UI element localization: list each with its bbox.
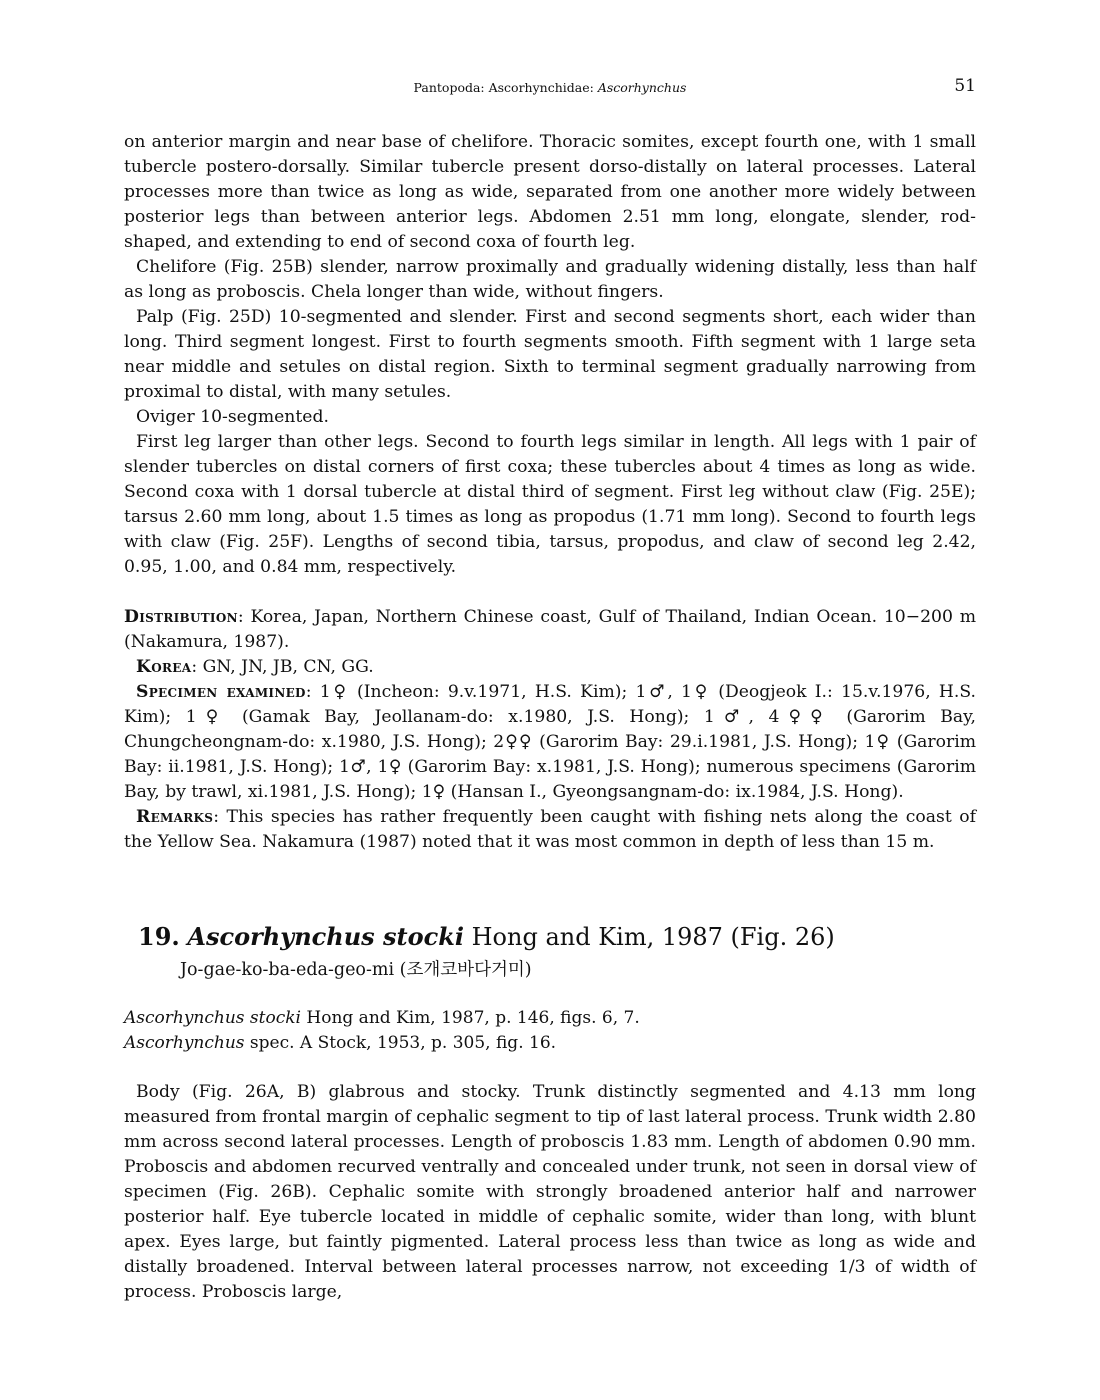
korea-paragraph: Korea: GN, JN, JB, CN, GG. [136, 657, 374, 677]
specimen-paragraph: Specimen examined: 1♀ (Incheon: 9.v.1971, H.S. Kim); 1♂, 1♀ (Deogjeok I.: 15.v.1976, H.S. Kim); 1♀ (Gamak Bay, Jeollanam-do: x.1980, J.S. Hong); 1♂, 4♀♀ (Garorim Bay, Chungcheongnam-do: x.1980, J.S. Hong); 2♀♀ (Garorim Bay: 29.i.1981, J.S. Hong); 1♀ (Garorim Bay: ii.1981, J.S. Hong); 1♂, 1♀ (Garorim Bay: x.1981, J.S. Hong); numerous specimens (Garorim Bay, by trawl, xi.1981, J.S. Hong); 1♀ (Hansan I., Gyeongsangnam-do: ix.1984, J.S. Hong). [124, 682, 976, 802]
korea-label: Korea [136, 657, 192, 677]
running-title: Pantopoda: Ascorhynchidae: Ascorhynchus [413, 80, 687, 95]
distribution-label: Distribution [124, 607, 238, 627]
body-description [124, 1080, 976, 1305]
species-heading [138, 922, 835, 952]
species-common-name: Jo-gae-ko-ba-eda-geo-mi (조개코바다거미) [180, 960, 532, 980]
page-number: 51 [954, 76, 976, 96]
species-number: 19. [138, 922, 180, 951]
description-block [124, 130, 976, 580]
synonymy-list [124, 1006, 640, 1056]
description-paragraph-3: Palp (Fig. 25D) 10-segmented and slender. First and second segments short, each wider than long. Third segment longest. First to fourth segments smooth. Fifth segment with 1 large seta near middle and setules on distal region. Sixth to terminal segment gradually narrowing from proximal to distal, with many setules. [124, 307, 976, 402]
remarks-label: Remarks [136, 807, 214, 827]
body-paragraph: Body (Fig. 26A, B) glabrous and stocky. Trunk distinctly segmented and 4.13 mm long measured from frontal margin of cephalic segment to tip of last lateral process. Trunk width 2.80 mm across second lateral processes. Length of proboscis 1.83 mm. Length of abdomen 0.90 mm. Proboscis and abdomen recurved ventrally and concealed under trunk, not seen in dorsal view of specimen (Fig. 26B). Cephalic somite with strongly broadened anterior half and narrower posterior half. Eye tubercle located in middle of cephalic somite, wider than long, with blunt apex. Eyes large, but faintly pigmented. Lateral process less than twice as long as wide and distally broadened. Interval between lateral processes narrow, not exceeding 1/3 of width of process. Proboscis large, [124, 1082, 976, 1302]
description-paragraph-2: Chelifore (Fig. 25B) slender, narrow proximally and gradually widening distally, less than half as long as proboscis. Chela longer than wide, without fingers. [124, 257, 976, 302]
synonym-item: Ascorhynchus stocki Hong and Kim, 1987, p. 146, figs. 6, 7. [124, 1008, 640, 1028]
records-block [124, 605, 976, 855]
species-name: Ascorhynchus stocki [187, 922, 464, 951]
description-paragraph-5: First leg larger than other legs. Second to fourth legs similar in length. All legs with 1 pair of slender tubercles on distal corners of first coxa; these tubercles about 4 times as long as wide. Second coxa with 1 dorsal tubercle at distal third of segment. First leg without claw (Fig. 25E); tarsus 2.60 mm long, about 1.5 times as long as propodus (1.71 mm long). Second to fourth legs with claw (Fig. 25F). Lengths of second tibia, tarsus, propodus, and claw of second leg 2.42, 0.95, 1.00, and 0.84 mm, respectively. [124, 432, 976, 577]
distribution-paragraph: Distribution: Korea, Japan, Northern Chinese coast, Gulf of Thailand, Indian Ocean. 10−200 m (Nakamura, 1987). [124, 607, 976, 652]
description-paragraph-4: Oviger 10-segmented. [136, 407, 329, 427]
synonym-item: Ascorhynchus spec. A Stock, 1953, p. 305, fig. 16. [124, 1033, 557, 1053]
remarks-paragraph: Remarks: This species has rather frequently been caught with fishing nets along the coast of the Yellow Sea. Nakamura (1987) noted that it was most common in depth of less than 15 m. [124, 807, 976, 852]
specimen-label: Specimen examined [136, 682, 306, 702]
species-authority: Hong and Kim, 1987 (Fig. 26) [464, 923, 835, 951]
running-head [124, 78, 976, 98]
description-paragraph-1: on anterior margin and near base of chelifore. Thoracic somites, except fourth one, with 1 small tubercle postero-dorsally. Similar tubercle present dorso-distally on lateral processes. Lateral processes more than twice as long as wide, separated from one another more widely between posterior legs than between anterior legs. Abdomen 2.51 mm long, elongate, slender, rod-shaped, and extending to end of second coxa of fourth leg. [124, 132, 976, 252]
